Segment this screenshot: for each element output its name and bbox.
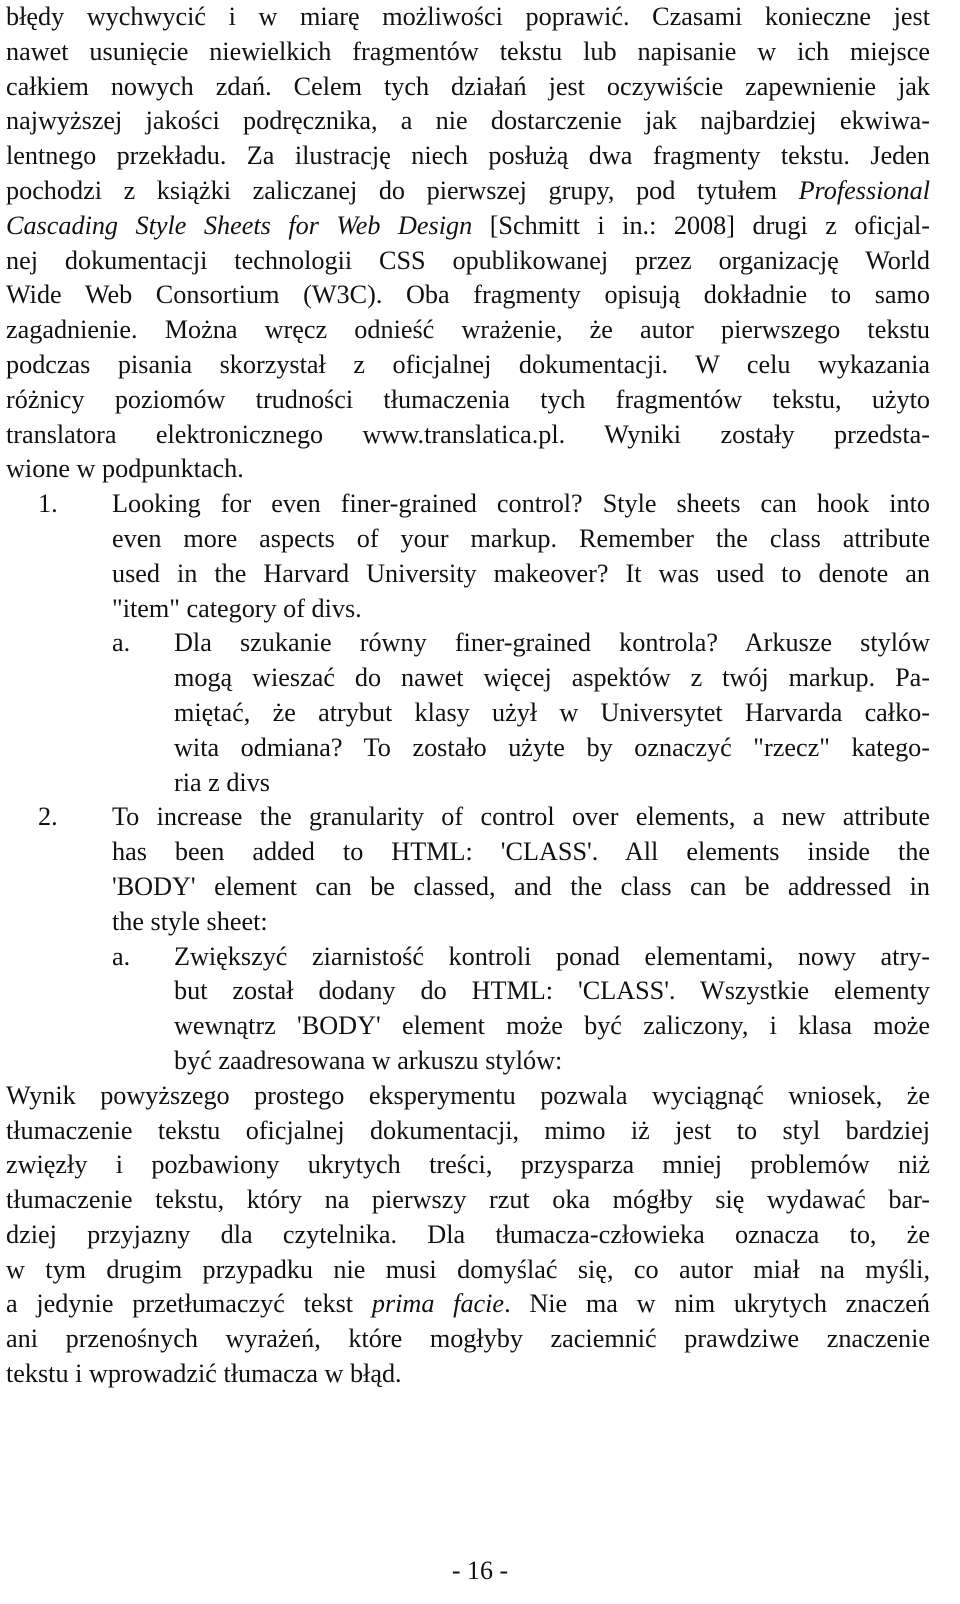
text-line: translatora elektronicznego www.translatica.pl. Wyniki zostały przedsta- <box>6 419 930 449</box>
latin-phrase-italic: prima facie <box>371 1289 505 1319</box>
text-line: used in the Harvard University makeover? It was used to denote an <box>112 558 930 588</box>
text-line: Dla szukanie równy finer-grained kontrola? Arkusze stylów <box>174 628 930 658</box>
text-run: a jedynie przetłumaczyć tekst <box>6 1289 372 1319</box>
sub-list-item-2a <box>6 940 930 1079</box>
text-line: even more aspects of your markup. Remember the class attribute <box>112 523 930 553</box>
text-line: tłumaczenie tekstu, który na pierwszy rzut oka mógłby się wydawać bar- <box>6 1185 930 1215</box>
text-line: miętać, że atrybut klasy użył w Universytet Harvarda całko- <box>174 697 930 727</box>
text-line: "item" category of divs. <box>112 593 362 623</box>
text-line: różnicy poziomów trudności tłumaczenia tych fragmentów tekstu, użyto <box>6 384 930 414</box>
sub-list-item-1a <box>6 626 930 800</box>
text-line: ani przenośnych wyrażeń, które mogłyby zaciemnić prawdziwe znaczenie <box>6 1324 930 1354</box>
list-item-1 <box>6 487 930 800</box>
paragraph-2 <box>6 1079 930 1392</box>
text-line: wione w podpunktach. <box>6 454 244 484</box>
list-marker: 2. <box>38 802 58 832</box>
text-run: [Schmitt i in.: 2008] drugi z oficjal- <box>472 210 930 240</box>
text-run: . Nie ma w nim ukrytych znaczeń <box>504 1289 930 1319</box>
text-line: tłumaczenie tekstu oficjalnej dokumentacji, mimo iż jest to styl bardziej <box>6 1115 930 1145</box>
numbered-list <box>6 487 930 1079</box>
text-line: the style sheet: <box>112 906 268 936</box>
text-line: has been added to HTML: 'CLASS'. All elements inside the <box>112 837 930 867</box>
page-number: - 16 - <box>451 1556 509 1585</box>
list-marker: a. <box>112 628 131 658</box>
text-line: w tym drugim przypadku nie musi domyślać się, co autor miał na myśli, <box>6 1254 930 1284</box>
text-line: wewnątrz 'BODY' element może być zaliczony, i klasa może <box>174 1011 930 1041</box>
text-line: dziej przyjazny dla czytelnika. Dla tłumacza-człowieka oznacza to, że <box>6 1219 930 1249</box>
text-line: Wide Web Consortium (W3C). Oba fragmenty opisują dokładnie to samo <box>6 280 930 310</box>
text-line <box>6 209 930 244</box>
text-line: nej dokumentacji technologii CSS opublikowanej przez organizację World <box>6 245 930 275</box>
text-line: mogą wieszać do nawet więcej aspektów z twój markup. Pa- <box>174 663 930 693</box>
text-line: tekstu i wprowadzić tłumacza w błąd. <box>6 1359 402 1389</box>
text-line: ria z divs <box>174 767 270 797</box>
book-title-italic: Cascading Style Sheets for Web Design <box>6 210 473 240</box>
text-line: Wynik powyższego prostego eksperymentu pozwala wyciągnąć wniosek, że <box>6 1080 930 1110</box>
text-line: zwięzły i pozbawiony ukrytych treści, przysparza mniej problemów niż <box>6 1150 930 1180</box>
text-line: całkiem nowych zdań. Celem tych działań jest oczywiście zapewnienie jak <box>6 71 930 101</box>
text-line: podczas pisania skorzystał z oficjalnej dokumentacji. W celu wykazania <box>6 349 930 379</box>
text-line: but został dodany do HTML: 'CLASS'. Wszystkie elementy <box>174 976 930 1006</box>
list-marker: a. <box>112 941 131 971</box>
text-line: To increase the granularity of control over elements, a new attribute <box>112 802 930 832</box>
text-line: nawet usunięcie niewielkich fragmentów tekstu lub napisanie w ich miejsce <box>6 36 930 66</box>
book-title-italic: Professional <box>798 175 930 205</box>
text-line <box>6 1287 930 1322</box>
text-line: Looking for even finer-grained control? Style sheets can hook into <box>112 489 930 519</box>
text-line <box>6 174 930 209</box>
text-line: 'BODY' element can be classed, and the class can be addressed in <box>112 871 930 901</box>
document-page <box>6 0 930 1392</box>
text-line: Zwiększyć ziarnistość kontroli ponad elementami, nowy atry- <box>174 941 930 971</box>
text-line: błędy wychwycić i w miarę możliwości poprawić. Czasami konieczne jest <box>6 2 930 31</box>
text-line: wita odmiana? To zostało użyte by oznaczyć "rzecz" katego- <box>174 732 930 762</box>
list-marker: 1. <box>38 489 58 519</box>
list-item-2 <box>6 800 930 1078</box>
text-line: najwyższej jakości podręcznika, a nie dostarczenie jak najbardziej ekwiwa- <box>6 106 930 136</box>
text-line: lentnego przekładu. Za ilustrację niech posłużą dwa fragmenty tekstu. Jeden <box>6 141 930 171</box>
paragraph-1 <box>6 0 930 487</box>
text-line: być zaadresowana w arkuszu stylów: <box>174 1045 563 1075</box>
text-line: zagadnienie. Można wręcz odnieść wrażenie, że autor pierwszego tekstu <box>6 315 930 345</box>
text-run: pochodzi z książki zaliczanej do pierwszej grupy, pod tytułem <box>6 175 799 205</box>
